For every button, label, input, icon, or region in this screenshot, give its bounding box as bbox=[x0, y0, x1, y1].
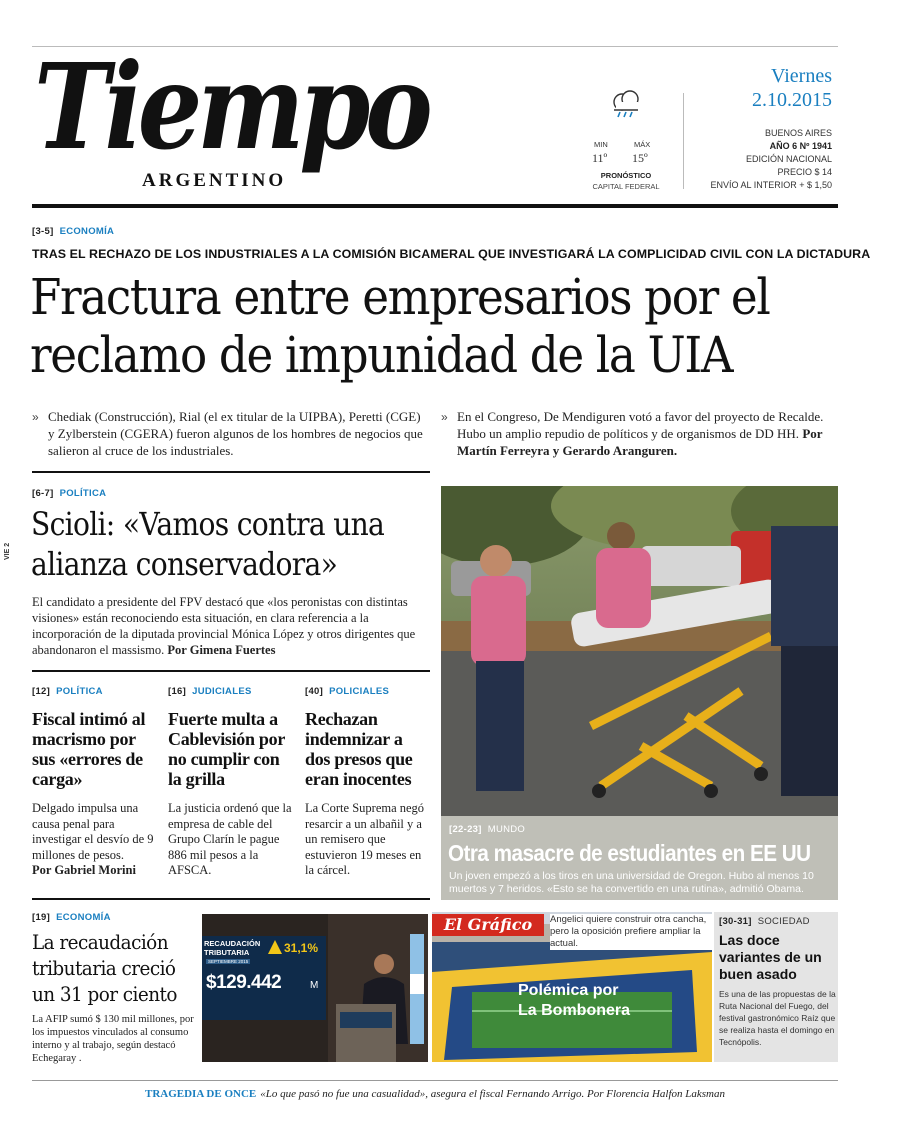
photo-pages: [22-23] bbox=[449, 824, 482, 835]
scioli-headline[interactable] bbox=[31, 504, 441, 584]
column-2-section-tag bbox=[168, 686, 292, 697]
screen-unit: M bbox=[310, 980, 319, 991]
logo-sub: ARGENTINO bbox=[142, 170, 287, 191]
vertical-date-label: VIE 2 bbox=[4, 542, 11, 560]
min-value: 11º bbox=[592, 151, 608, 165]
weather-box bbox=[586, 88, 666, 198]
tax-pages: [19] bbox=[32, 912, 51, 923]
date-box bbox=[690, 64, 832, 192]
grafico-logo: El Gráfico bbox=[432, 914, 544, 936]
column-1-section-tag bbox=[32, 686, 156, 697]
lead-section: ECONOMÍA bbox=[59, 226, 115, 237]
lead-bullet-right-wrap bbox=[457, 408, 842, 459]
column-2-headline: Fuerte multa a Cablevisión por no cumplir con la grilla bbox=[168, 709, 285, 789]
asado-box[interactable] bbox=[714, 912, 838, 1062]
column-3-section: POLICIALES bbox=[329, 686, 390, 697]
scioli-bottom-rule bbox=[32, 670, 430, 672]
lead-kicker: TRAS EL RECHAZO DE LOS INDUSTRIALES A LA COMISIÓN BICAMERAL QUE INVESTIGARÁ LA COMPLICIDAD CIVIL CON LA DICTADURA bbox=[32, 247, 871, 261]
scioli-section: POLÍTICA bbox=[59, 488, 107, 499]
screen-title-2: TRIBUTARIA bbox=[204, 948, 250, 957]
lead-section-tag[interactable] bbox=[32, 226, 114, 237]
lead-pages: [3-5] bbox=[32, 226, 54, 237]
column-3-section-tag bbox=[305, 686, 429, 697]
afip-photo[interactable] bbox=[202, 914, 428, 1062]
column-2[interactable] bbox=[168, 686, 292, 879]
column-3-body: La Corte Suprema negó resarcir a un albañil y a un remisero que estuvieron 19 meses en la cárcel. bbox=[305, 801, 425, 877]
lead-headline[interactable] bbox=[30, 268, 845, 384]
masthead-divider bbox=[683, 93, 684, 189]
asado-section-tag bbox=[719, 916, 810, 927]
max-value: 15º bbox=[632, 151, 648, 165]
date-day: Viernes bbox=[771, 65, 832, 87]
grafico-headline-line-1: Polémica por bbox=[518, 982, 619, 999]
bullet-marker-right: » bbox=[441, 410, 448, 424]
tax-body: La AFIP sumó $ 130 mil millones, por los impuestos vinculados al consumo interno y al trabajo, según destacó Echegaray . bbox=[32, 1014, 194, 1064]
screen-amount: $129.442 bbox=[206, 972, 282, 993]
city: BUENOS AIRES bbox=[764, 128, 832, 138]
lead-bottom-rule bbox=[32, 471, 430, 473]
interior-price: ENVÍO AL INTERIOR + $ 1,50 bbox=[710, 180, 832, 190]
stretcher-scene-image bbox=[441, 486, 838, 816]
scioli-headline-line-2: alianza conservadora» bbox=[31, 545, 338, 583]
column-3-pages: [40] bbox=[305, 686, 324, 697]
issue: AÑO 6 Nº 1941 bbox=[769, 141, 832, 151]
scioli-byline: Por Gimena Fuertes bbox=[167, 643, 276, 657]
tax-headline: La recaudación tributaria creció un 31 por ciento bbox=[32, 930, 177, 1006]
lead-headline-line-1: Fractura entre empresarios por el bbox=[30, 268, 770, 326]
footer-label: TRAGEDIA DE ONCE bbox=[145, 1088, 257, 1100]
photo-headline: Otra masacre de estudiantes en EE UU bbox=[448, 840, 811, 866]
footer-strip[interactable] bbox=[32, 1084, 838, 1102]
column-1-byline: Por Gabriel Morini bbox=[32, 863, 136, 877]
column-3[interactable] bbox=[305, 686, 429, 879]
footer-text: «Lo que pasó no fue una casualidad», asegura el fiscal Fernando Arrigo. Por Florencia Halfon Laksman bbox=[260, 1088, 725, 1100]
masthead-logo[interactable] bbox=[34, 37, 454, 200]
tax-story[interactable] bbox=[32, 912, 200, 1065]
column-2-pages: [16] bbox=[168, 686, 187, 697]
forecast-label: PRONÓSTICO bbox=[600, 171, 652, 180]
lead-headline-line-2: reclamo de impunidad de la UIA bbox=[30, 326, 733, 384]
photo-caption-panel[interactable] bbox=[441, 816, 838, 900]
grafico-teaser: Angelici quiere construir otra cancha, pero la oposición prefiere ampliar la actual. bbox=[550, 914, 712, 950]
scioli-pages: [6-7] bbox=[32, 488, 54, 499]
column-1-headline: Fiscal intimó al macrismo por sus «errores de carga» bbox=[32, 709, 146, 789]
column-3-headline: Rechazan indemnizar a dos presos que eran inocentes bbox=[305, 709, 413, 789]
asado-body: Es una de las propuestas de la Ruta Nacional del Fuego, del festival gastronómico Raíz que se realiza hasta el domingo en Tecnópolis. bbox=[719, 989, 836, 1047]
tax-section-tag bbox=[32, 912, 200, 923]
asado-headline: Las doce variantes de un buen asado bbox=[719, 932, 822, 982]
asado-section: SOCIEDAD bbox=[757, 916, 810, 927]
footer-rule bbox=[32, 1080, 838, 1081]
screen-pct: 31,1% bbox=[284, 941, 319, 955]
speaker-figure-image bbox=[202, 914, 428, 1062]
column-1-body: Delgado impulsa una causa penal para investigar el desvío de 9 millones de pesos. bbox=[32, 801, 154, 862]
price: PRECIO $ 14 bbox=[777, 167, 832, 177]
bullet-marker-left: » bbox=[32, 410, 39, 424]
grafico-box[interactable] bbox=[432, 912, 712, 1062]
rain-cloud-icon bbox=[606, 88, 646, 122]
shooting-photo[interactable] bbox=[441, 486, 838, 816]
screen-month: SEPTIEMBRE 2015 bbox=[208, 959, 249, 964]
scioli-section-tag[interactable] bbox=[32, 488, 106, 499]
edition: EDICIÓN NACIONAL bbox=[745, 154, 832, 164]
photo-section: MUNDO bbox=[487, 824, 526, 835]
grafico-headline-line-2: La Bombonera bbox=[518, 1002, 631, 1019]
column-2-body: La justicia ordenó que la empresa de cable del Grupo Clarín le pague 886 mil pesos a la AFSCA. bbox=[168, 801, 292, 877]
lead-bullet-left: Chediak (Construcción), Rial (el ex titular de la UIPBA), Peretti (CGE) y Zylberstein (CGERA) fueron algunos de los hombres de negocios que salieron al cruce de los industriales. bbox=[48, 409, 423, 458]
max-label: MÁX bbox=[634, 140, 651, 149]
photo-section-tag bbox=[449, 824, 525, 835]
date-value: 2.10.2015 bbox=[752, 89, 832, 111]
asado-pages: [30-31] bbox=[719, 916, 752, 927]
scioli-body: El candidato a presidente del FPV destacó que «los peronistas con distintas visiones» están reconociendo esta situación, en clara referencia a la incorporación de la diputada provincial Mónica López y otros dirigentes que abandonaron el massismo. bbox=[32, 595, 416, 657]
column-2-section: JUDICIALES bbox=[192, 686, 252, 697]
lead-bullet-right: En el Congreso, De Mendiguren votó a favor del proyecto de Recalde. Hubo un amplio repudio de políticos y de organismos de DD HH. bbox=[457, 409, 824, 441]
lead-bullet-right-byline: Por Martín Ferreyra y Gerardo Aranguren. bbox=[457, 426, 823, 458]
column-1[interactable] bbox=[32, 686, 156, 879]
tax-section: ECONOMÍA bbox=[56, 912, 111, 923]
screen-title-1: RECAUDACIÓN bbox=[204, 939, 261, 948]
photo-body: Un joven empezó a los tiros en una universidad de Oregon. Hubo al menos 10 muertos y 7 heridos. «Esto se ha convertido en una rutina», admitió Obama. bbox=[449, 870, 814, 895]
scioli-body-wrap bbox=[32, 594, 432, 658]
scioli-headline-line-1: Scioli: «Vamos contra una bbox=[31, 505, 385, 543]
min-label: MIN bbox=[594, 140, 608, 149]
column-1-section: POLÍTICA bbox=[56, 686, 103, 697]
logo-main: Tiempo bbox=[34, 37, 428, 176]
masthead-rule bbox=[32, 204, 838, 208]
column-1-pages: [12] bbox=[32, 686, 51, 697]
columns-bottom-rule bbox=[32, 898, 430, 900]
forecast-place: CAPITAL FEDERAL bbox=[592, 182, 660, 191]
